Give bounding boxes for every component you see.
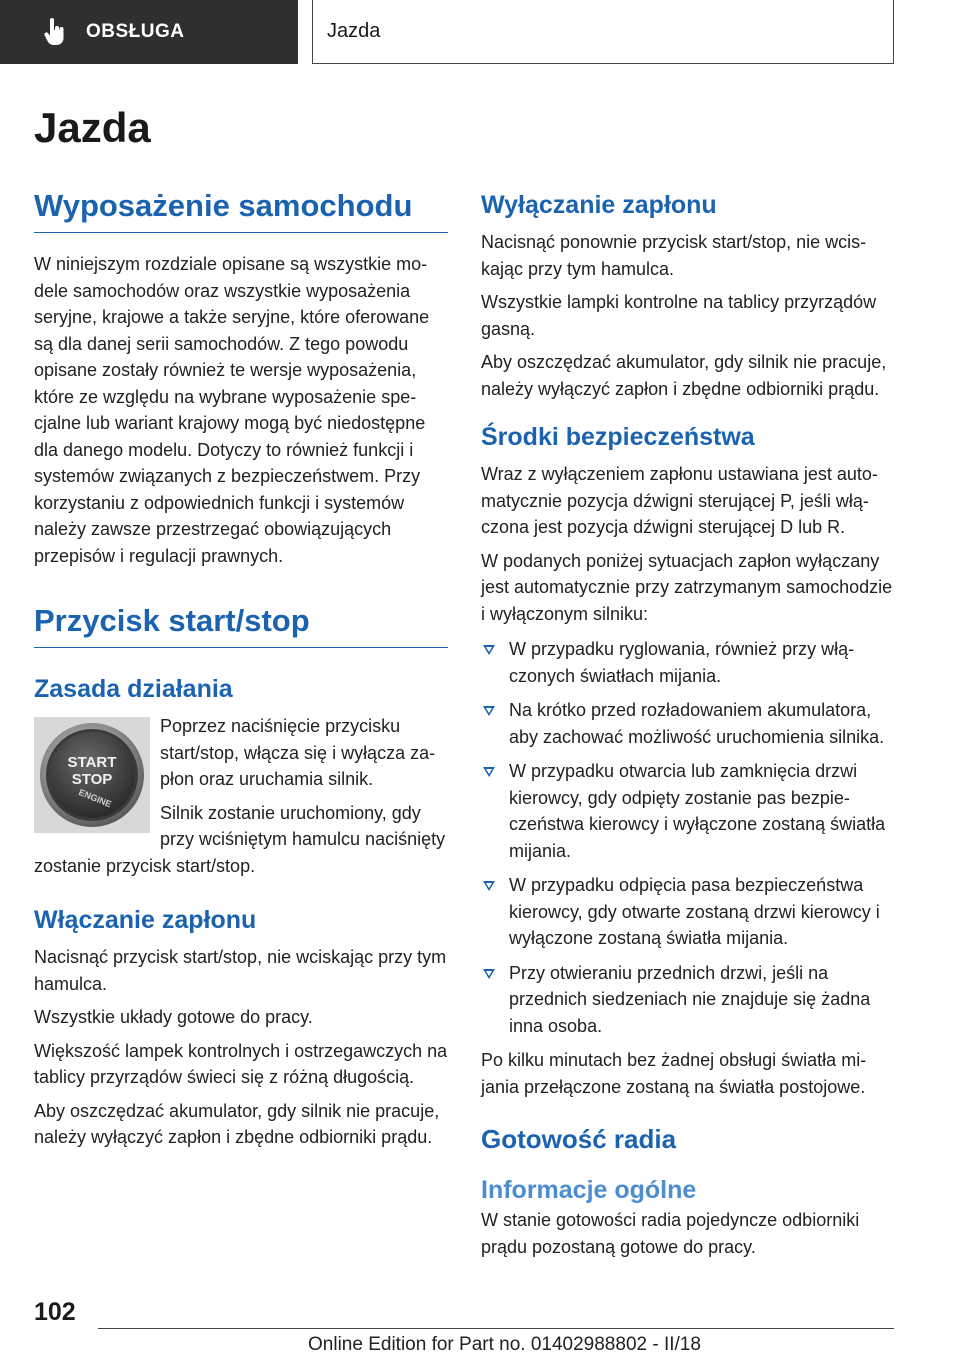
page-number: 102 <box>34 1298 76 1326</box>
ignition-off-paragraph-1: Nacisnąć ponownie przycisk start/stop, nie wciskając przy tym hamulca. <box>481 232 867 279</box>
subheading-safety: Środki bezpieczeństwa <box>481 423 755 451</box>
footer-edition: Online Edition for Part no. 01402988802 - II/18 <box>308 1334 701 1355</box>
triangle-bullet-icon <box>483 645 495 655</box>
start-stop-button-image <box>34 717 150 833</box>
principle-paragraph-2: Silnik zostanie uruchomiony, gdy przy wciśniętym hamulcu naciśnięty zostanie przycisk start/stop. <box>34 802 446 876</box>
triangle-bullet-icon <box>483 881 495 891</box>
ignition-on-paragraph-2: Wszystkie układy gotowe do pracy. <box>34 1007 313 1027</box>
subheading-principle: Zasada działania <box>34 675 233 703</box>
hand-pointer-icon <box>44 18 66 46</box>
button-line-start: START <box>67 754 117 771</box>
ignition-on-paragraph-4: Aby oszczędzać akumulator, gdy silnik nie pracuje, należy wyłączyć zapłon i zbędne odbiorniki prądu. <box>34 1100 440 1147</box>
principle-paragraph-1: Poprzez naciśnięcie przycisku start/stop, włącza się i wyłącza zapłon oraz uruchamia silnik. <box>160 716 436 789</box>
heading-radio-ready: Gotowość radia <box>481 1124 677 1154</box>
ignition-off-paragraph-3: Aby oszczędzać akumulator, gdy silnik nie pracuje, należy wyłączyć zapłon i zbędne odbiorniki prądu. <box>481 352 887 399</box>
equipment-paragraph: W niniejszym rozdziale opisane są wszystkie modele samochodów oraz wszystkie wyposażenia seryjne, krajowe a także seryjne, które oferowane są dla danej serii samochodów. Z tego powodu opisane zostały również te wersje wyposażenia, które ze względu na wybrane wyposażenie specjalne lub wariant krajowy mogą być niedostępne dla danego modelu. Dotyczy to również funkcji i systemów związanych z bezpieczeństwem. Przy korzystaniu z odpowiednich funkcji i systemów należy zawsze przestrzegać obowiązujących przepisów i regulacji prawnych. <box>34 254 430 566</box>
chapter-header <box>312 0 894 64</box>
safety-paragraph-1: Wraz z wyłączeniem zapłonu ustawiana jest automatycznie pozycja dźwigni sterującej P, jeśli włączona jest pozycja dźwigni sterującej D lub R. <box>481 464 878 537</box>
safety-paragraph-2: W podanych poniżej sytuacjach zapłon wyłączany jest automatycznie przy zatrzymanym samochodzie i wyłączonym silniku: <box>481 550 893 624</box>
left-column <box>34 188 448 1151</box>
principle-block <box>34 713 448 879</box>
heading-start-stop: Przycisk start/stop <box>34 603 448 648</box>
safety-list <box>481 636 895 1039</box>
triangle-bullet-icon <box>483 969 495 979</box>
list-item: W przypadku odpięcia pasa bezpieczeństwa kierowcy, gdy otwarte zostaną drzwi kierowcy i wyłączone zostaną światła mijania. <box>481 872 895 952</box>
subheading-general-info: Informacje ogólne <box>481 1176 697 1204</box>
ignition-off-paragraph-2: Wszystkie lampki kontrolne na tablicy przyrządów gasną. <box>481 292 877 339</box>
radio-ready-paragraph: W stanie gotowości radia pojedyncze odbiorniki prądu pozostaną gotowe do pracy. <box>481 1210 860 1257</box>
heading-equipment: Wyposażenie samochodu <box>34 188 448 233</box>
right-column <box>481 188 895 1260</box>
list-item: Przy otwieraniu przednich drzwi, jeśli na przednich siedzeniach nie znajduje się żadna inna osoba. <box>481 960 895 1040</box>
button-line-engine: ENGINE <box>77 787 113 810</box>
chapter-label: Jazda <box>327 20 381 42</box>
list-item: W przypadku otwarcia lub zamknięcia drzwi kierowcy, gdy odpięty zostanie pas bezpieczeństwa kierowcy i wyłączone zostaną światła mijania. <box>481 758 895 864</box>
subheading-ignition-off: Wyłączanie zapłonu <box>481 191 717 219</box>
triangle-bullet-icon <box>483 706 495 716</box>
button-line-stop: STOP <box>71 771 113 788</box>
ignition-on-paragraph-1: Nacisnąć przycisk start/stop, nie wciskając przy tym hamulca. <box>34 947 447 994</box>
list-item: Na krótko przed rozładowaniem akumulatora, aby zachować możliwość uruchomienia silnika. <box>481 697 895 750</box>
footer-divider <box>98 1328 894 1329</box>
section-tab[interactable] <box>0 0 298 64</box>
ignition-on-paragraph-3: Większość lampek kontrolnych i ostrzegawczych na tablicy przyrządów świeci się z różną długością. <box>34 1040 448 1087</box>
list-item: W przypadku ryglowania, również przy włączonych światłach mijania. <box>481 636 895 689</box>
safety-paragraph-3: Po kilku minutach bez żadnej obsługi światła mijania przełączone zostaną na światła postojowe. <box>481 1050 867 1097</box>
section-label: OBSŁUGA <box>86 21 185 42</box>
page-title: Jazda <box>34 104 151 151</box>
triangle-bullet-icon <box>483 767 495 777</box>
subheading-ignition-on: Włączanie zapłonu <box>34 906 257 934</box>
